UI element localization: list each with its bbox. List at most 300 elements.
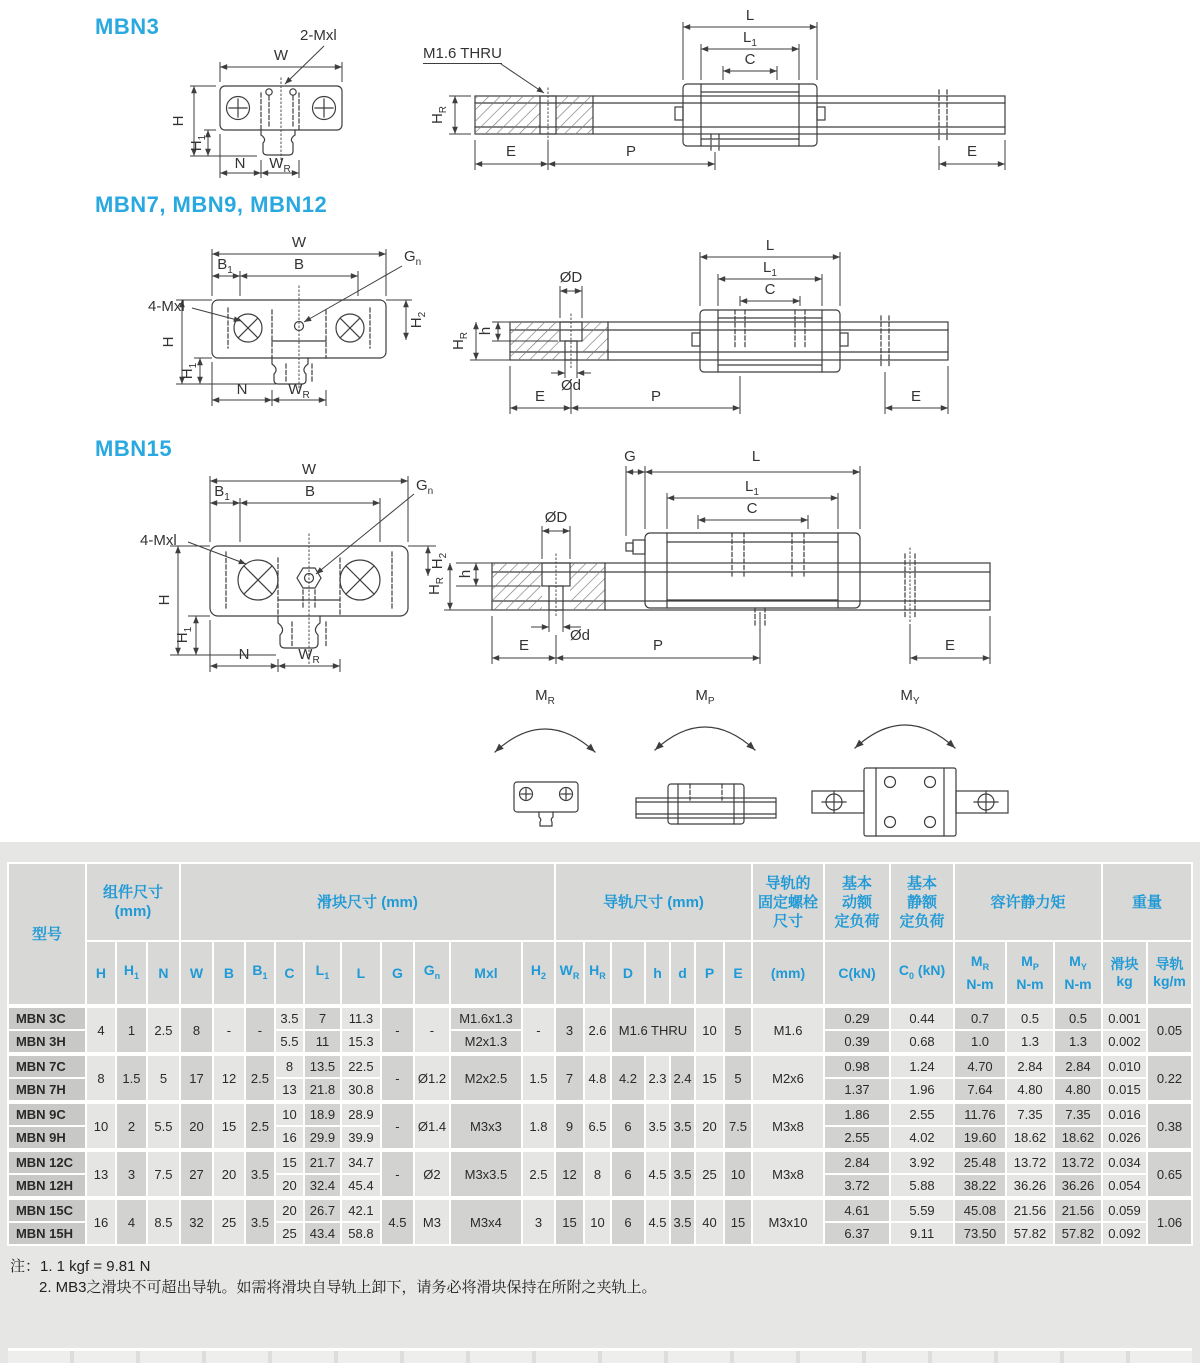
cell: 15 (724, 1198, 752, 1245)
cell: M2x6 (752, 1054, 824, 1102)
cell: 3.5 (245, 1150, 275, 1198)
cell: 3 (116, 1150, 147, 1198)
cell: 18.62 (1054, 1126, 1102, 1150)
cell: 6.5 (584, 1102, 611, 1150)
header-rail-dims: 导轨尺寸 (mm) (555, 863, 752, 941)
cell: M1.6 (752, 1006, 824, 1054)
cell: 3.5 (645, 1102, 670, 1150)
model-cell: MBN 12C (8, 1150, 86, 1174)
dim-label-c: C (744, 51, 756, 68)
header-bolt-size: 导轨的 固定螺栓 尺寸 (752, 863, 824, 941)
figure-lineart (440, 688, 1060, 838)
header-c0-kn: $C_0$ (kN) (890, 941, 954, 1006)
dim-label-l: L (751, 448, 761, 465)
cell: 17 (180, 1054, 213, 1102)
mbn3-side-view-diagram (415, 0, 1200, 185)
cell: 1.24 (890, 1054, 954, 1078)
header-block-kg: 滑块 kg (1102, 941, 1147, 1006)
cell: 34.7 (341, 1150, 381, 1174)
dim-label-p: P (650, 388, 662, 405)
cell: 40 (695, 1198, 724, 1245)
cell: 22.5 (341, 1054, 381, 1078)
dim-label-e-right: E (966, 143, 978, 160)
cell: 15 (555, 1198, 584, 1245)
model-cell: MBN 3H (8, 1030, 86, 1054)
footnotes (10, 1256, 1200, 1298)
cell: 5 (724, 1006, 752, 1054)
cell: 0.29 (824, 1006, 890, 1030)
dim-label-h2: $H_2$ (408, 311, 428, 329)
cell: 15 (213, 1102, 245, 1150)
cell: 43.4 (304, 1222, 341, 1245)
dim-label-e-right: E (910, 388, 922, 405)
cell: - (414, 1006, 450, 1054)
dim-label-2mxl: 2-Mxl (300, 27, 337, 44)
spec-table-section (0, 842, 1200, 1363)
cell: 6 (611, 1150, 645, 1198)
header-dynamic-load: 基本 动额 定负荷 (824, 863, 890, 941)
cell: Ø1.2 (414, 1054, 450, 1102)
cell: 21.56 (1054, 1198, 1102, 1222)
header-l1: $L_1$ (304, 941, 341, 1006)
page-bottom-edge (8, 1348, 1192, 1363)
cell: 18.9 (304, 1102, 341, 1126)
dim-label-p: P (652, 637, 664, 654)
cell: 26.7 (304, 1198, 341, 1222)
cell: 58.8 (341, 1222, 381, 1245)
cell: 20 (695, 1102, 724, 1150)
cell: 4.2 (611, 1054, 645, 1102)
cell: 4.80 (1006, 1078, 1054, 1102)
header-static-moment: 容许静力矩 (954, 863, 1102, 941)
cell: 19.60 (954, 1126, 1006, 1150)
cell: 7.5 (147, 1150, 180, 1198)
cell: 20 (275, 1198, 304, 1222)
section-title-mbn3: MBN3 (95, 14, 160, 39)
cell: 7.35 (1006, 1102, 1054, 1126)
header-assembly-dims: 组件尺寸 (mm) (86, 863, 180, 941)
model-cell: MBN 15C (8, 1198, 86, 1222)
footnote-line-2: 2. MB3之滑块不可超出导轨。如需将滑块自导轨上卸下，请务必将滑块保持在所附之夹轨上。 (39, 1279, 657, 1296)
header-d-lower: d (670, 941, 695, 1006)
section-title-mbn7-9-12: MBN7, MBN9, MBN12 (95, 192, 328, 217)
dim-label-n: N (236, 381, 248, 398)
cell: 1 (116, 1006, 147, 1054)
cell: 4.61 (824, 1198, 890, 1222)
model-cell: MBN 7H (8, 1078, 86, 1102)
cell: 57.82 (1006, 1222, 1054, 1245)
header-h2: $H_2$ (522, 941, 555, 1006)
cell: 2.5 (245, 1102, 275, 1150)
cell: 13.72 (1006, 1150, 1054, 1174)
cell: 8 (275, 1054, 304, 1078)
cell: 25 (695, 1150, 724, 1198)
header-e: E (724, 941, 752, 1006)
cell: 0.016 (1102, 1102, 1147, 1126)
cell: 1.5 (522, 1054, 555, 1102)
cell: 1.86 (824, 1102, 890, 1126)
cell: 3.72 (824, 1174, 890, 1198)
cell: 8.5 (147, 1198, 180, 1245)
cell: 21.8 (304, 1078, 341, 1102)
cell: M3x10 (752, 1198, 824, 1245)
dim-label-wr: $W_R$ (298, 646, 320, 666)
dim-label-w: W (291, 234, 307, 251)
cell: - (245, 1006, 275, 1054)
header-bolt-mm: (mm) (752, 941, 824, 1006)
cell: 39.9 (341, 1126, 381, 1150)
dim-label-hr: $H_R$ (429, 105, 449, 125)
cell: 0.054 (1102, 1174, 1147, 1198)
spec-table (7, 862, 1193, 1246)
cell: 6 (611, 1102, 645, 1150)
dim-label-c: C (764, 281, 776, 298)
cell: 4.02 (890, 1126, 954, 1150)
cell: 3 (555, 1006, 584, 1054)
dim-label-diam-d-lower: Ød (560, 377, 582, 394)
cell: 1.8 (522, 1102, 555, 1150)
cell: 0.44 (890, 1006, 954, 1030)
dim-label-wr: $W_R$ (269, 155, 291, 175)
header-h-depth: h (645, 941, 670, 1006)
cell: M3x8 (752, 1150, 824, 1198)
cell: 5.5 (275, 1030, 304, 1054)
cell: - (381, 1006, 414, 1054)
dim-label-4mxl: 4-Mxl (140, 532, 177, 549)
cell: 20 (180, 1102, 213, 1150)
cell: 38.22 (954, 1174, 1006, 1198)
cell: M2x1.3 (450, 1030, 522, 1054)
cell: M3x4 (450, 1198, 522, 1245)
cell: 1.5 (116, 1054, 147, 1102)
dim-label-b: B (304, 483, 316, 500)
dim-label-h1: $H_1$ (179, 362, 199, 380)
model-cell: MBN 15H (8, 1222, 86, 1245)
dim-label-m16-thru: M1.6 THRU (423, 45, 502, 62)
cell: 0.059 (1102, 1198, 1147, 1222)
dim-label-w: W (301, 461, 317, 478)
header-n: N (147, 941, 180, 1006)
header-group-row (8, 863, 1192, 941)
moment-label-my: $M_Y$ (900, 687, 920, 707)
cell: 15 (695, 1054, 724, 1102)
cell: 21.7 (304, 1150, 341, 1174)
cell: 3.5 (670, 1198, 695, 1245)
cell: 4.80 (1054, 1078, 1102, 1102)
cell: 3 (522, 1198, 555, 1245)
cell: 25.48 (954, 1150, 1006, 1174)
cell: 15 (275, 1150, 304, 1174)
cell: 1.3 (1054, 1030, 1102, 1054)
dim-label-l1: $L_1$ (745, 478, 759, 498)
cell: 0.65 (1147, 1150, 1192, 1198)
cell: 0.026 (1102, 1126, 1147, 1150)
cell: 5.5 (147, 1102, 180, 1150)
cell: 9.11 (890, 1222, 954, 1245)
cell: 27 (180, 1150, 213, 1198)
cell: 15.3 (341, 1030, 381, 1054)
dim-label-n: N (234, 155, 246, 172)
header-mr: $M_R$ N-m (954, 941, 1006, 1006)
cell: 36.26 (1054, 1174, 1102, 1198)
cell: 36.26 (1006, 1174, 1054, 1198)
header-gn: $G_n$ (414, 941, 450, 1006)
cell: 7.5 (724, 1102, 752, 1150)
figure-lineart (415, 0, 1200, 185)
model-cell: MBN 9C (8, 1102, 86, 1126)
cell: M3x8 (752, 1102, 824, 1150)
cell: M1.6x1.3 (450, 1006, 522, 1030)
dim-label-l1: $L_1$ (743, 29, 757, 49)
cell: - (522, 1006, 555, 1054)
dim-label-diam-d-lower: Ød (570, 627, 591, 644)
cell: 0.092 (1102, 1222, 1147, 1245)
cell: 8 (180, 1006, 213, 1054)
model-cell: MBN 3C (8, 1006, 86, 1030)
cell: 28.9 (341, 1102, 381, 1126)
dim-label-wr: $W_R$ (288, 381, 310, 401)
cell: - (381, 1054, 414, 1102)
cell: - (213, 1006, 245, 1054)
header-my: $M_Y$ N-m (1054, 941, 1102, 1006)
dim-label-4mxl: 4-Mxl (148, 298, 185, 315)
cell: 13 (275, 1078, 304, 1102)
cell: 3.92 (890, 1150, 954, 1174)
cell: 0.38 (1147, 1102, 1192, 1150)
figure-lineart (430, 436, 1200, 686)
cell: 0.002 (1102, 1030, 1147, 1054)
table-row (8, 1102, 1192, 1126)
cell: 0.5 (1054, 1006, 1102, 1030)
cell: 2.55 (824, 1126, 890, 1150)
dim-label-g: G (624, 448, 636, 465)
header-l: L (341, 941, 381, 1006)
dim-label-b1: $B_1$ (217, 256, 233, 276)
dim-label-gn: $G_n$ (416, 477, 434, 497)
dim-label-b1: $B_1$ (214, 483, 230, 503)
cell: 30.8 (341, 1078, 381, 1102)
cell: 0.015 (1102, 1078, 1147, 1102)
dim-label-h2: $H_2$ (429, 552, 449, 570)
cell: 2.3 (645, 1054, 670, 1102)
cell: 11 (304, 1030, 341, 1054)
header-block-dims: 滑块尺寸 (mm) (180, 863, 555, 941)
cell: 8 (584, 1150, 611, 1198)
cell: 5.88 (890, 1174, 954, 1198)
dim-label-l: L (745, 7, 755, 24)
cell: 32.4 (304, 1174, 341, 1198)
cell: 2.5 (245, 1054, 275, 1102)
dim-label-gn: $G_n$ (404, 248, 422, 268)
cell: 5 (724, 1054, 752, 1102)
cell: 1.06 (1147, 1198, 1192, 1245)
cell: 2.4 (670, 1054, 695, 1102)
mbn7-9-12-side-view-diagram (448, 226, 1200, 416)
cell: 42.1 (341, 1198, 381, 1222)
cell: 4.5 (381, 1198, 414, 1245)
cell: 57.82 (1054, 1222, 1102, 1245)
cell: 10 (695, 1006, 724, 1054)
cell: 73.50 (954, 1222, 1006, 1245)
cell: 3.5 (670, 1150, 695, 1198)
cell: 2.55 (890, 1102, 954, 1126)
moment-direction-diagrams (440, 688, 1060, 838)
cell: 6.37 (824, 1222, 890, 1245)
cell: M3x3.5 (450, 1150, 522, 1198)
cell: 0.05 (1147, 1006, 1192, 1054)
header-d-upper: D (611, 941, 645, 1006)
dim-label-e-right: E (944, 637, 956, 654)
dim-label-w: W (273, 47, 289, 64)
dim-label-e-left: E (518, 637, 530, 654)
cell: 25 (213, 1198, 245, 1245)
mbn15-side-view-diagram (426, 436, 1200, 686)
cell: 0.98 (824, 1054, 890, 1078)
cell: 0.68 (890, 1030, 954, 1054)
cell: 10 (724, 1150, 752, 1198)
header-h: H (86, 941, 116, 1006)
cell: 1.0 (954, 1030, 1006, 1054)
header-static-load: 基本 静额 定负荷 (890, 863, 954, 941)
cell: 2 (116, 1102, 147, 1150)
header-rail-kgm: 导轨 kg/m (1147, 941, 1192, 1006)
cell: 20 (213, 1150, 245, 1198)
moment-label-mp: $M_P$ (695, 687, 715, 707)
header-h1: $H_1$ (116, 941, 147, 1006)
cell: 0.034 (1102, 1150, 1147, 1174)
dim-label-hr: $H_R$ (426, 576, 446, 596)
cell: 7 (304, 1006, 341, 1030)
cell: 11.3 (341, 1006, 381, 1030)
header-b1: $B_1$ (245, 941, 275, 1006)
figure-lineart (128, 26, 378, 196)
dim-label-h1: $H_1$ (174, 626, 194, 644)
cell: 12 (213, 1054, 245, 1102)
cell: 2.6 (584, 1006, 611, 1054)
header-weight: 重量 (1102, 863, 1192, 941)
dim-label-e-left: E (534, 388, 546, 405)
cell: 0.001 (1102, 1006, 1147, 1030)
cell: 4.5 (645, 1150, 670, 1198)
cell: 21.56 (1006, 1198, 1054, 1222)
cell: 5.59 (890, 1198, 954, 1222)
section-title-mbn15: MBN15 (95, 436, 173, 461)
cell: 7.35 (1054, 1102, 1102, 1126)
cell: 2.5 (522, 1150, 555, 1198)
cell: M1.6 THRU (611, 1006, 695, 1054)
cell: 12 (555, 1150, 584, 1198)
header-wr: $W_R$ (555, 941, 584, 1006)
cell: 0.39 (824, 1030, 890, 1054)
cell: 16 (275, 1126, 304, 1150)
header-mxl: Mxl (450, 941, 522, 1006)
header-hr: $H_R$ (584, 941, 611, 1006)
cell: 45.08 (954, 1198, 1006, 1222)
cell: 3.5 (245, 1198, 275, 1245)
cell: 1.37 (824, 1078, 890, 1102)
cell: 4.5 (645, 1198, 670, 1245)
table-row (8, 1150, 1192, 1174)
dim-label-l: L (765, 237, 775, 254)
cell: M2x2.5 (450, 1054, 522, 1102)
mbn7-9-12-cross-section-diagram (148, 222, 438, 417)
header-c: C (275, 941, 304, 1006)
cell: 3.5 (275, 1006, 304, 1030)
cell: 32 (180, 1198, 213, 1245)
dim-label-h-depth: h (477, 326, 494, 336)
dim-label-h-depth: h (457, 569, 474, 579)
cell: 4.8 (584, 1054, 611, 1102)
cell: 8 (86, 1054, 116, 1102)
header-mp: $M_P$ N-m (1006, 941, 1054, 1006)
mbn3-cross-section-diagram (128, 26, 378, 196)
dim-label-p: P (625, 143, 637, 160)
dim-label-l1: $L_1$ (763, 259, 777, 279)
cell: 4 (116, 1198, 147, 1245)
dim-label-e-left: E (505, 143, 517, 160)
cell: 6 (611, 1198, 645, 1245)
cell: 25 (275, 1222, 304, 1245)
cell: 0.5 (1006, 1006, 1054, 1030)
cell: 4 (86, 1006, 116, 1054)
cell: 2.84 (1006, 1054, 1054, 1078)
cell: 7 (555, 1054, 584, 1102)
header-g: G (381, 941, 414, 1006)
cell: 0.7 (954, 1006, 1006, 1030)
cell: 5 (147, 1054, 180, 1102)
header-w: W (180, 941, 213, 1006)
cell: 3.5 (670, 1102, 695, 1150)
cell: 10 (86, 1102, 116, 1150)
cell: 16 (86, 1198, 116, 1245)
model-cell: MBN 7C (8, 1054, 86, 1078)
dim-label-diam-d-upper: ØD (559, 269, 583, 286)
cell: Ø2 (414, 1150, 450, 1198)
dim-label-h: H (156, 594, 173, 606)
model-cell: MBN 12H (8, 1174, 86, 1198)
dim-label-h1: $H_1$ (188, 134, 208, 152)
cell: 29.9 (304, 1126, 341, 1150)
header-b: B (213, 941, 245, 1006)
cell: 2.84 (824, 1150, 890, 1174)
cell: - (381, 1102, 414, 1150)
cell: 2.84 (1054, 1054, 1102, 1078)
cell: M3 (414, 1198, 450, 1245)
cell: 7.64 (954, 1078, 1006, 1102)
model-cell: MBN 9H (8, 1126, 86, 1150)
cell: 13.72 (1054, 1150, 1102, 1174)
cell: 0.22 (1147, 1054, 1192, 1102)
moment-label-mr: $M_R$ (535, 687, 555, 707)
header-p: P (695, 941, 724, 1006)
dim-label-c: C (746, 500, 758, 517)
footnote-line-1: 注：1. 1 kgf = 9.81 N (10, 1258, 151, 1275)
cell: 20 (275, 1174, 304, 1198)
cell: - (381, 1150, 414, 1198)
table-row (8, 1054, 1192, 1078)
dim-label-hr: $H_R$ (450, 331, 470, 351)
cell: M3x3 (450, 1102, 522, 1150)
cell: 1.96 (890, 1078, 954, 1102)
header-model: 型号 (8, 863, 86, 1006)
cell: 11.76 (954, 1102, 1006, 1126)
dim-label-n: N (238, 646, 250, 663)
dim-label-b: B (293, 256, 305, 273)
header-sub-row (8, 941, 1192, 1006)
cell: 18.62 (1006, 1126, 1054, 1150)
figure-lineart (140, 450, 450, 678)
cell: Ø1.4 (414, 1102, 450, 1150)
